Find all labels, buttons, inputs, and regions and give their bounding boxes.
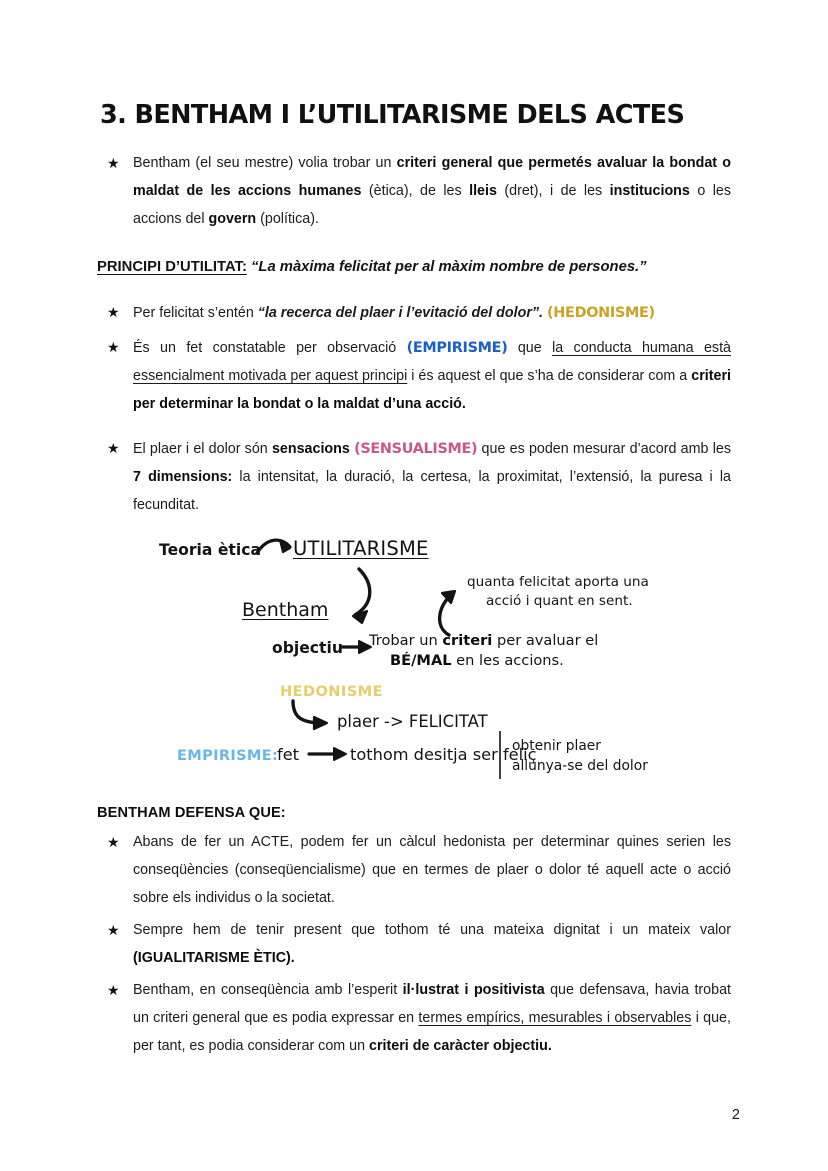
star-bullet-icon: ★ — [107, 834, 120, 851]
intro-seg5: (dret), i de les — [496, 182, 610, 199]
bullet-criteri-objectiu — [97, 977, 731, 1061]
diagram-fet: fet — [277, 745, 300, 765]
criteri-bold1: il·lustrat i positivista — [402, 981, 545, 998]
star-bullet-icon: ★ — [107, 339, 120, 356]
igualitarisme-seg1: Sempre hem de tenir present que tothom té una mateixa dignitat i un mateix valor — [133, 922, 731, 939]
empirisme-seg2: que — [507, 340, 553, 357]
intro-list — [97, 150, 731, 234]
trobar-a: Trobar un — [369, 632, 443, 650]
page-title: 3. BENTHAM I L’UTILITARISME DELS ACTES — [100, 100, 685, 130]
diagram-quanta-line1: quanta felicitat aporta una — [467, 574, 649, 591]
diagram-trobar-line2 — [390, 652, 564, 669]
sensualisme-seg3: la intensitat, la duració, la certesa, la proximitat, l’extensió, la puresa i la fecunditat. — [133, 468, 731, 513]
bullet-intro — [97, 150, 731, 234]
sensualisme-seg1: El plaer i el dolor són — [133, 440, 272, 457]
bullet-calcul-hedonista — [97, 829, 731, 913]
empirisme-underlined: la conducta humana està essencialment motivada per aquest principi — [133, 340, 731, 385]
diagram-tothom: tothom desitja ser feliç — [350, 745, 537, 765]
diagram-hedonisme: HEDONISME — [280, 683, 383, 701]
star-bullet-icon: ★ — [107, 981, 120, 998]
arrow-utilitarisme-to-bentham — [355, 569, 370, 615]
star-bullet-icon: ★ — [107, 922, 120, 939]
star-bullet-icon: ★ — [107, 155, 120, 171]
hedonisme-quote: “la recerca del plaer i l’evitació del dolor”. — [257, 305, 544, 322]
hedonisme-seg1: Per felicitat s’entén — [133, 305, 258, 322]
calcul-text: Abans de fer un ACTE, podem fer un càlcul hedonista per determinar quines serien les conseqüències (conseqüencialisme) que en termes de plaer o dolor té aquell acte o acció sobre els individus o la societat. — [133, 834, 731, 907]
empirisme-seg1: És un fet constatable per observació — [133, 340, 407, 357]
intro-seg7: o les accions del — [133, 182, 731, 227]
diagram-trobar-line1 — [369, 632, 598, 649]
page-content — [97, 100, 731, 1064]
sensualisme-seg2: que es poden mesurar d’acord amb les — [477, 440, 731, 457]
intro-seg1: Bentham (el seu mestre) volia trobar un — [133, 155, 397, 171]
be-mal-tail: en les accions. — [451, 652, 564, 670]
intro-seg9: (política). — [256, 210, 319, 227]
criteri-seg1: Bentham, en conseqüència amb l’esperit — [133, 981, 403, 998]
sensualisme-bold2: 7 dimensions: — [133, 468, 233, 485]
keyword-empirisme: (EMPIRISME) — [406, 340, 508, 357]
sensualisme-bold1: sensacions — [271, 440, 350, 457]
bullet-empirisme — [97, 334, 731, 419]
principle-quote: “La màxima felicitat per al màxim nombre de persones.” — [251, 258, 647, 275]
diagram-obtenir-plaer: obtenir plaer — [512, 738, 601, 755]
diagram-teoria-etica: Teoria ètica — [159, 541, 261, 560]
criteri-seg3: i que, per tant, es podia considerar com un — [133, 1009, 731, 1054]
diagram-plaer-felicitat: plaer -> FELICITAT — [337, 712, 488, 732]
arrowhead-hedonisme-hook — [314, 717, 327, 729]
arrowhead-fet — [334, 748, 346, 760]
criteri-bold-tail: criteri de caràcter objectiu. — [369, 1037, 552, 1054]
intro-seg3: (ètica), de les — [361, 182, 470, 199]
bullet-igualitarisme — [97, 917, 731, 973]
bullet-hedonisme — [97, 299, 731, 328]
diagram-empirisme: EMPIRISME: — [177, 747, 279, 765]
igualitarisme-bold-tail: (IGUALITARISME ÈTIC). — [133, 949, 295, 966]
be-mal: BÉ/MAL — [390, 652, 452, 670]
intro-seg8: govern — [208, 210, 257, 227]
empirisme-bold-tail: criteri per determinar la bondat o la maldat d’una acció. — [133, 368, 731, 412]
trobar-b: criteri — [442, 632, 493, 650]
diagram-bentham: Bentham — [242, 599, 329, 622]
trobar-c: per avaluar el — [492, 632, 599, 650]
diagram-objectiu: objectiu — [272, 639, 343, 658]
main-list — [97, 299, 731, 519]
criteri-seg2: que defensava, havia trobat un criteri general que es podia expressar en — [133, 981, 731, 1026]
intro-seg4: lleis — [469, 182, 497, 199]
concept-diagram — [97, 535, 731, 787]
intro-seg6: institucions — [609, 182, 690, 199]
keyword-hedonisme: (HEDONISME) — [547, 305, 655, 322]
criteri-underlined: termes empírics, mesurables i observables — [418, 1009, 692, 1026]
empirisme-seg3: i és aquest el que s’ha de considerar com a — [407, 368, 692, 385]
diagram-quanta-line2: acció i quant en sent. — [486, 593, 633, 610]
diagram-allunyarse: allunya-se del dolor — [512, 758, 648, 775]
principle-line — [97, 256, 731, 280]
intro-seg2: criteri general que permetés avaluar la bondat o maldat de les accions humanes — [133, 155, 731, 199]
section-heading-defensa: BENTHAM DEFENSA QUE: — [97, 805, 286, 822]
defensa-list — [97, 829, 731, 1060]
page-number: 2 — [731, 1107, 740, 1123]
star-bullet-icon: ★ — [107, 439, 120, 456]
keyword-sensualisme: (SENSUALISME) — [354, 440, 478, 457]
diagram-utilitarisme: UTILITARISME — [293, 537, 429, 561]
arrowhead-bentham — [353, 611, 367, 623]
bullet-sensualisme — [97, 435, 731, 520]
principle-label: PRINCIPI D’UTILITAT: — [97, 258, 247, 275]
star-bullet-icon: ★ — [107, 304, 120, 321]
